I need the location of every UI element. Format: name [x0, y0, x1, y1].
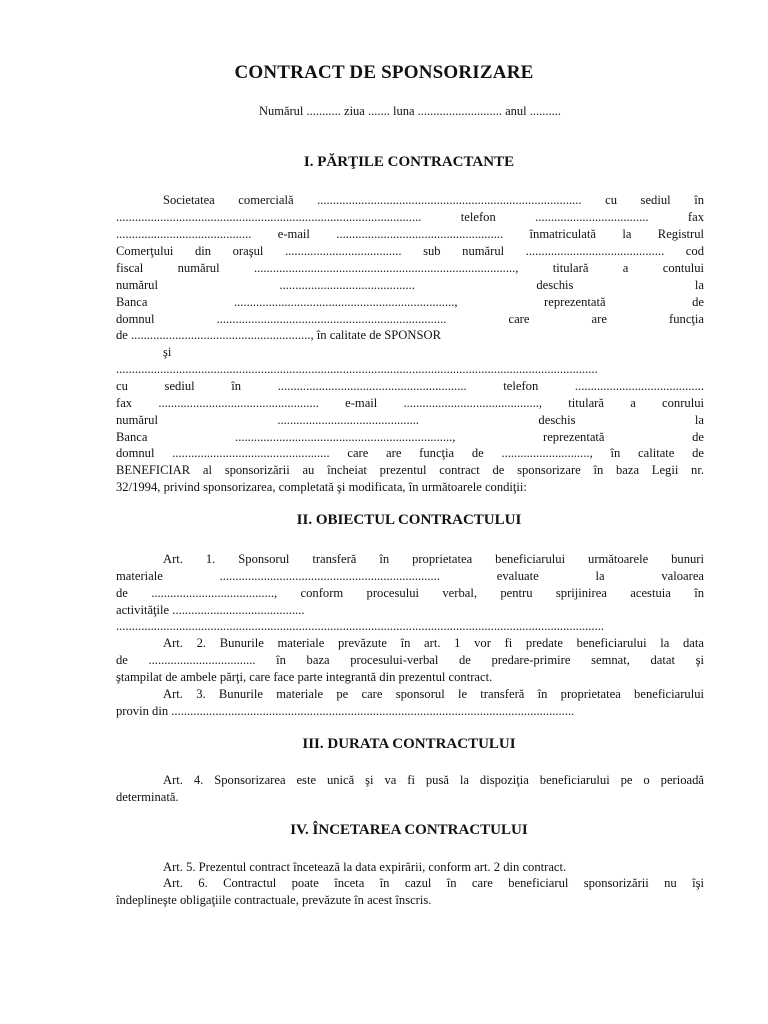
text-line: Art. 3. Bunurile materiale pe care sponsorul le transferă în proprietatea beneficiarului — [163, 687, 704, 701]
text-line: activităţile .......................................... — [116, 603, 305, 617]
text-line: cu sediul în ............................................................ telefon ......................................... — [116, 379, 704, 393]
text-line: ................................................................................................. telefon .................................... fax — [116, 210, 704, 224]
text-line: Art. 1. Sponsorul transferă în proprietatea beneficiarului următoarele bunuri — [163, 552, 704, 566]
text-line: Societatea comercială .................................................................................... cu sediul în — [163, 193, 704, 207]
text-line: provin din ................................................................................................................................ — [116, 704, 575, 718]
text-line: Art. 6. Contractul poate înceta în cazul în care beneficiarul sponsorizării nu îşi — [163, 876, 704, 890]
text-line: fax ................................................... e-mail ..........................................., titulară a conrului — [116, 396, 704, 410]
text-line: BENEFICIAR al sponsorizării au încheiat prezentul contract de sponsorizare în baza Legii nr. — [116, 463, 704, 477]
document-title: CONTRACT DE SPONSORIZARE — [234, 62, 534, 83]
text-line: ......................................................................................................................................................... — [116, 362, 598, 376]
text-line: de ......................................., conform procesului verbal, pentru sprijinirea acestuia în — [116, 586, 704, 600]
text-line: determinată. — [116, 790, 179, 804]
text-line: îndeplineşte obligaţiile contractuale, prevăzute în acest înscris. — [116, 893, 432, 907]
text-line: numărul ............................................. deschis la — [116, 413, 704, 427]
text-line: şi — [163, 345, 172, 359]
text-line: Banca ......................................................................, reprezentată de — [116, 295, 704, 309]
section-heading-termination: IV. ÎNCETAREA CONTRACTULUI — [290, 822, 528, 838]
text-line: Art. 2. Bunurile materiale prevăzute în art. 1 vor fi predate beneficiarului la data — [163, 636, 704, 650]
text-line: materiale ...................................................................... evaluate la valoarea — [116, 569, 704, 583]
text-line: fiscal numărul ..................................................................................., titulară a contului — [116, 261, 704, 275]
text-line: domnul .................................................. care are funcţia de ............................, în calitate de — [116, 446, 704, 460]
text-line: ........................................... e-mail ..................................................... înmatriculată la Registrul — [116, 227, 704, 241]
text-line: ........................................................................................................................................................... — [116, 619, 605, 633]
text-line: Art. 5. Prezentul contract încetează la data expirării, conform art. 2 din contract. — [163, 860, 567, 874]
text-line: ştampilat de ambele părţi, care face parte integrantă din prezentul contract. — [116, 670, 493, 684]
text-line: Art. 4. Sponsorizarea este unică şi va fi pusă la dispoziţia beneficiarului pe o perioadă — [163, 773, 704, 787]
text-line: Banca ....................................................................., reprezentată de — [116, 430, 704, 444]
text-line: de .................................. în baza procesului-verbal de predare-primire semnat, datat şi — [116, 653, 704, 667]
text-line: de ........................................................., în calitate de SPONSOR — [116, 328, 441, 342]
text-line: domnul ......................................................................... care are funcţia — [116, 312, 704, 326]
text-line: 32/1994, privind sponsorizarea, completată şi modificata, în următoarele condiţii: — [116, 480, 527, 494]
contract-number-line: Numărul ........... ziua ....... luna ........................... anul .......... — [258, 104, 562, 118]
text-line: numărul ........................................... deschis la — [116, 278, 704, 292]
text-line: Comerţului din oraşul ..................................... sub numărul ............................................ cod — [116, 244, 704, 258]
section-heading-object: II. OBIECTUL CONTRACTULUI — [296, 512, 522, 528]
section-heading-parties: I. PĂRŢILE CONTRACTANTE — [303, 154, 515, 170]
section-heading-duration: III. DURATA CONTRACTULUI — [302, 736, 516, 752]
